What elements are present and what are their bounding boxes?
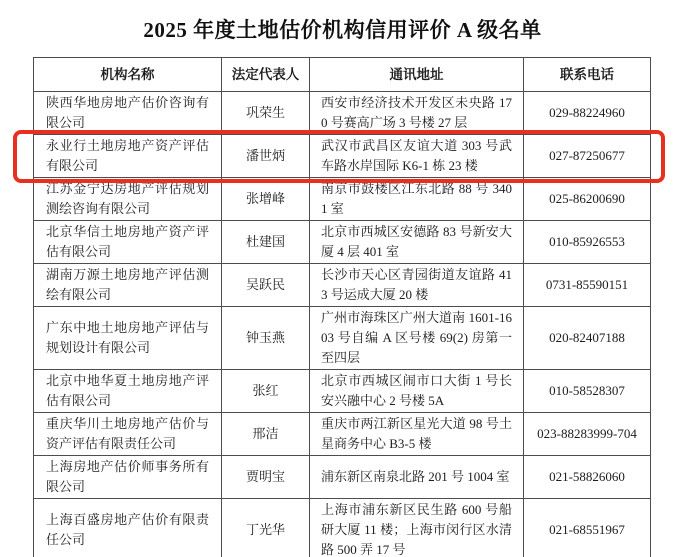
legal-rep-cell: 吴跃民 [222,264,310,307]
legal-rep-cell: 张红 [222,370,310,413]
header-phone: 联系电话 [524,58,651,92]
header-address: 通讯地址 [310,58,524,92]
org-name-cell: 湖南万源土地房地产评估测绘有限公司 [34,264,222,307]
phone-cell: 023-88283999-704 [524,413,651,456]
org-name-cell: 陕西华地房地产估价咨询有限公司 [34,92,222,135]
phone-cell: 021-68551967 [524,499,651,557]
org-name-cell: 北京中地华夏土地房地产评估有限公司 [34,370,222,413]
table-row [34,370,651,413]
org-name-cell: 上海房地产估价师事务所有限公司 [34,456,222,499]
address-cell: 南京市鼓楼区江东北路 88 号 3401 室 [310,178,524,221]
org-name-cell: 广东中地土地房地产评估与规划设计有限公司 [34,307,222,370]
table-body [34,92,651,557]
org-name-cell: 江苏金宁达房地产评估规划测绘咨询有限公司 [34,178,222,221]
phone-cell: 029-88224960 [524,92,651,135]
table-row [34,413,651,456]
org-name-cell: 北京华信土地房地产资产评估有限公司 [34,221,222,264]
table-row [34,307,651,370]
address-cell: 武汉市武昌区友谊大道 303 号武车路水岸国际 K6-1 栋 23 楼 [310,135,524,178]
legal-rep-cell: 张增峰 [222,178,310,221]
phone-cell: 027-87250677 [524,135,651,178]
address-cell: 广州市海珠区广州大道南 1601-1603 号自编 A 区号楼 69(2) 房第一至四层 [310,307,524,370]
org-name-cell: 重庆华川土地房地产估价与资产评估有限责任公司 [34,413,222,456]
address-cell: 上海市浦东新区民生路 600 号船研大厦 11 楼；上海市闵行区水清路 500 弄 17 号 [310,499,524,557]
phone-cell: 021-58826060 [524,456,651,499]
address-cell: 长沙市天心区青园街道友谊路 413 号运成大厦 20 楼 [310,264,524,307]
table-header [34,58,651,92]
table-row [34,499,651,557]
table-row [34,92,651,135]
table-row [34,135,651,178]
table-row [34,456,651,499]
header-row [34,58,651,92]
legal-rep-cell: 杜建国 [222,221,310,264]
legal-rep-cell: 钟玉燕 [222,307,310,370]
header-org-name: 机构名称 [34,58,222,92]
rating-table [33,57,651,557]
phone-cell: 010-58528307 [524,370,651,413]
phone-cell: 0731-85590151 [524,264,651,307]
address-cell: 北京市西城区安德路 83 号新安大厦 4 层 401 室 [310,221,524,264]
table-row [34,264,651,307]
address-cell: 浦东新区南泉北路 201 号 1004 室 [310,456,524,499]
org-name-cell: 永业行土地房地产资产评估有限公司 [34,135,222,178]
org-name-cell: 上海百盛房地产估价有限责任公司 [34,499,222,557]
address-cell: 西安市经济技术开发区未央路 170 号赛高广场 3 号楼 27 层 [310,92,524,135]
address-cell: 重庆市两江新区星光大道 98 号土星商务中心 B3-5 楼 [310,413,524,456]
table-row [34,178,651,221]
legal-rep-cell: 巩荣生 [222,92,310,135]
phone-cell: 025-86200690 [524,178,651,221]
legal-rep-cell: 潘世炳 [222,135,310,178]
page-title: 2025 年度土地估价机构信用评价 A 级名单 [143,18,542,42]
legal-rep-cell: 邢洁 [222,413,310,456]
address-cell: 北京市西城区闹市口大街 1 号长安兴融中心 2 号楼 5A [310,370,524,413]
phone-cell: 020-82407188 [524,307,651,370]
legal-rep-cell: 贾明宝 [222,456,310,499]
table-row [34,221,651,264]
legal-rep-cell: 丁光华 [222,499,310,557]
phone-cell: 010-85926553 [524,221,651,264]
header-legal-rep: 法定代表人 [222,58,310,92]
